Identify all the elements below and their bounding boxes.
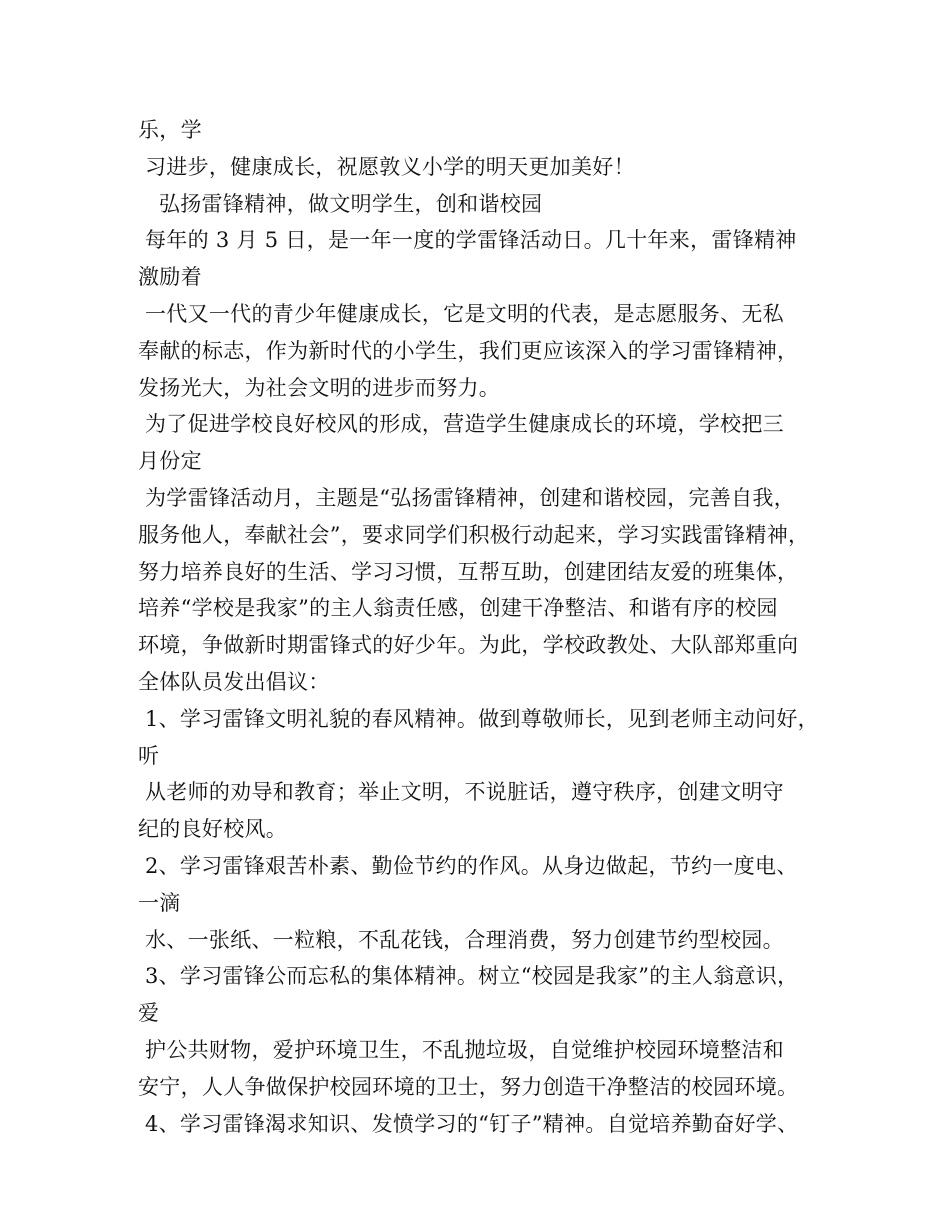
text-line: 纪的良好校风。 xyxy=(138,817,288,842)
text-line: 全体队员发出倡议： xyxy=(138,669,330,694)
text-line: 护公共财物，爱护环境卫生，不乱抛垃圾，自觉维护校园环境整洁和 xyxy=(138,1037,784,1062)
text-line: 听 xyxy=(138,743,160,768)
text-line: 发扬光大，为社会文明的进步而努力。 xyxy=(138,375,501,400)
text-line: 一代又一代的青少年健康成长，它是文明的代表，是志愿服务、无私 xyxy=(138,301,784,326)
text-line: 习进步，健康成长，祝愿敦义小学的明天更加美好！ xyxy=(138,154,635,179)
list-item-text: 4、学习雷锋渴求知识、发愤学习的“钉子”精神。自觉培养勤奋好学、 xyxy=(138,1111,799,1136)
list-item-text: 1、学习雷锋文明礼貌的春风精神。做到尊敬师长，见到老师主动问好， xyxy=(138,706,819,731)
text-line: 培养“学校是我家”的主人翁责任感，创建干净整洁、和谐有序的校园 xyxy=(138,596,778,621)
text-line: 奉献的标志，作为新时代的小学生，我们更应该深入的学习雷锋精神， xyxy=(138,338,799,363)
text-line: 每年的 3 月 5 日，是一年一度的学雷锋活动日。几十年来，雷锋精神 xyxy=(138,228,797,253)
text-line: 爱 xyxy=(138,1001,160,1026)
text-line: 激励着 xyxy=(138,265,202,290)
text-line: 从老师的劝导和教育；举止文明，不说脏话，遵守秩序，创建文明守 xyxy=(138,780,784,805)
text-line: 为学雷锋活动月，主题是“弘扬雷锋精神，创建和谐校园，完善自我， xyxy=(138,485,796,510)
document-body xyxy=(138,112,828,1142)
text-line: 安宁，人人争做保护校园环境的卫士，努力创造干净整洁的校园环境。 xyxy=(138,1074,799,1099)
text-line: 努力培养良好的生活、学习习惯，互帮互助，创建团结友爱的班集体， xyxy=(138,559,799,584)
text-line: 水、一张纸、一粒粮，不乱花钱，合理消费，努力创建节约型校园。 xyxy=(138,927,784,952)
list-item-text: 3、学习雷锋公而忘私的集体精神。树立“校园是我家”的主人翁意识， xyxy=(138,964,799,989)
text-line: 服务他人，奉献社会”，要求同学们积极行动起来，学习实践雷锋精神， xyxy=(138,522,810,547)
text-line: 环境，争做新时期雷锋式的好少年。为此，学校政教处、大队部郑重向 xyxy=(138,633,799,658)
text-line: 一滴 xyxy=(138,890,181,915)
text-line: 为了促进学校良好校风的形成，营造学生健康成长的环境，学校把三 xyxy=(138,412,784,437)
text-line: 月份定 xyxy=(138,449,202,474)
text-line: 乐，学 xyxy=(138,118,202,142)
section-title: 弘扬雷锋精神，做文明学生，创和谐校园 xyxy=(138,191,543,216)
list-item-text: 2、学习雷锋艰苦朴素、勤俭节约的作风。从身边做起，节约一度电、 xyxy=(138,853,798,878)
